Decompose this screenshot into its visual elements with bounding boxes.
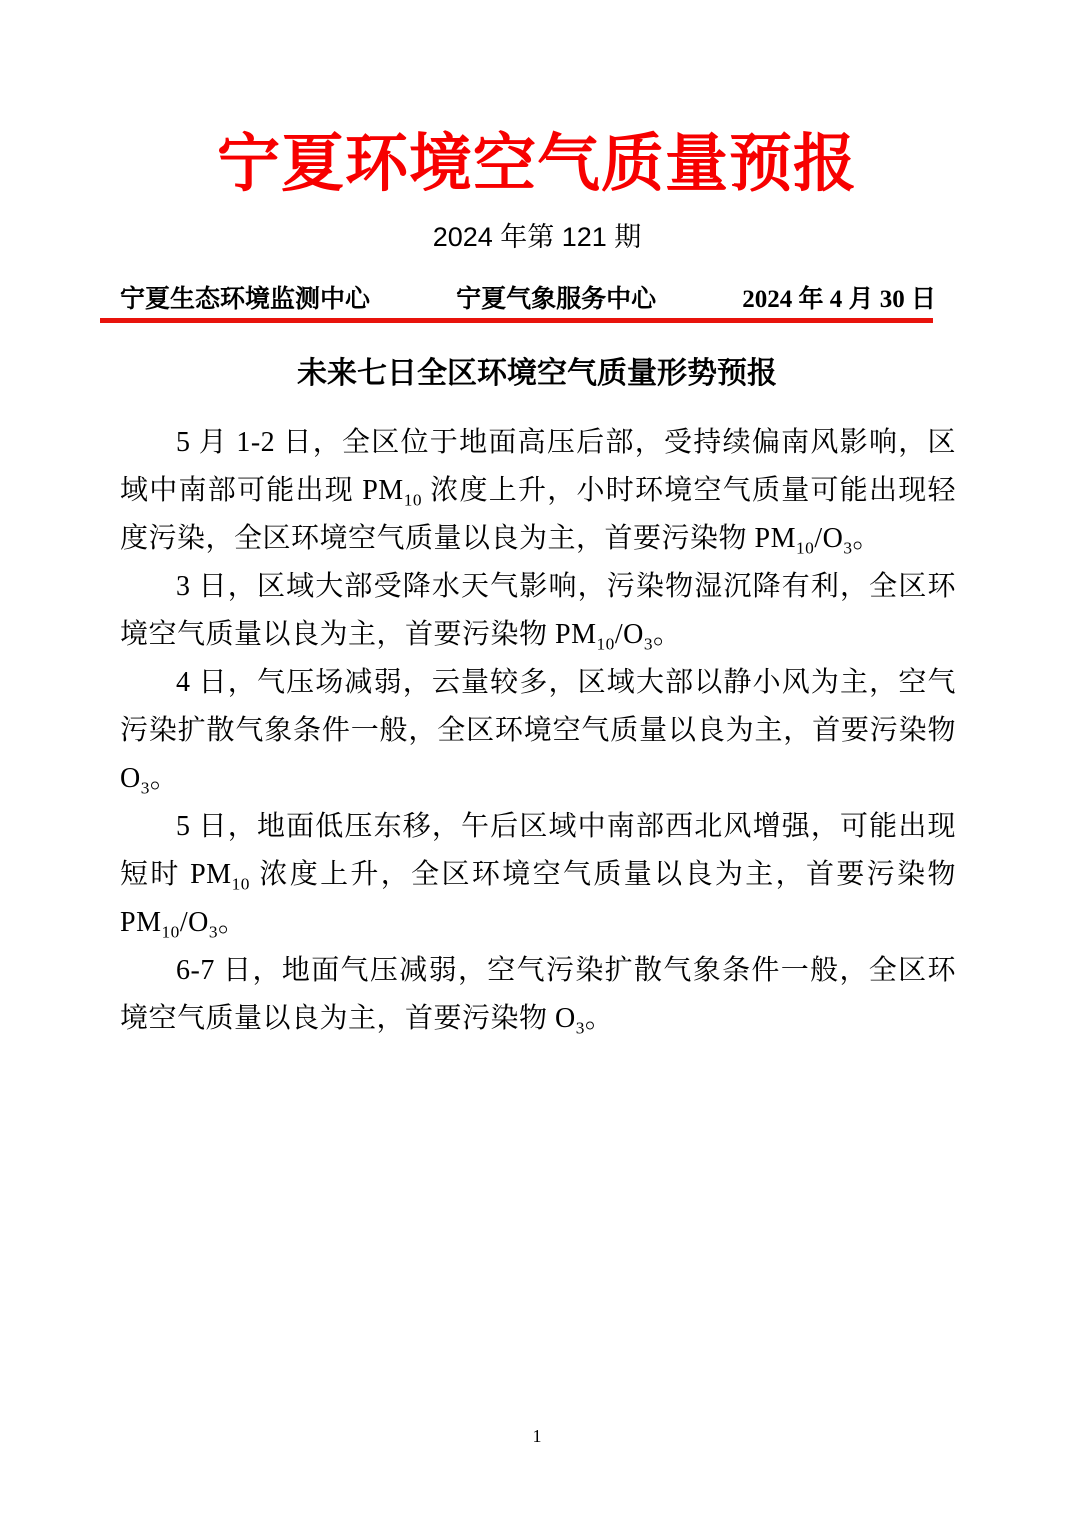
issuer-row <box>120 284 936 316</box>
forecast-paragraph-day3: 3 日，区域大部受降水天气影响，污染物湿沉降有利，全区环境空气质量以良为主，首要污染物 $PM_{10}/O_3$。 <box>120 571 956 654</box>
issuer-monitoring-center: 宁夏生态环境监测中心 <box>120 286 371 313</box>
document-title: 宁夏环境空气质量预报 <box>217 129 857 199</box>
forecast-paragraph-day5: 5 日，地面低压东移，午后区域中南部西北风增强，可能出现短时 $PM_{10}$ 浓度上升，全区环境空气质量以良为主，首要污染物 $PM_{10}/O_3$。 <box>120 811 956 942</box>
red-divider-rule <box>100 318 933 323</box>
page-number: 1 <box>532 1426 542 1446</box>
issuer-meteorological-center: 宁夏气象服务中心 <box>456 286 657 313</box>
forecast-paragraph-day4: 4 日，气压场减弱，云量较多，区域大部以静小风为主，空气污染扩散气象条件一般，全区环境空气质量以良为主，首要污染物 $O_3$。 <box>120 667 956 798</box>
issue-number: 2024 年第 121 期 <box>432 222 642 252</box>
issue-date: 2024 年 4 月 30 日 <box>742 286 936 313</box>
forecast-paragraph-day6-7: 6-7 日，地面气压减弱，空气污染扩散气象条件一般，全区环境空气质量以良为主，首要污染物 $O_3$。 <box>120 955 956 1038</box>
section-heading: 未来七日全区环境空气质量形势预报 <box>297 357 777 390</box>
forecast-paragraph-may1-2: 5 月 1-2 日，全区位于地面高压后部，受持续偏南风影响，区域中南部可能出现 $PM_{10}$ 浓度上升，小时环境空气质量可能出现轻度污染，全区环境空气质量以良为主，首要污染物 $PM_{10}/O_3$。 <box>120 427 956 558</box>
forecast-body <box>120 419 956 1043</box>
